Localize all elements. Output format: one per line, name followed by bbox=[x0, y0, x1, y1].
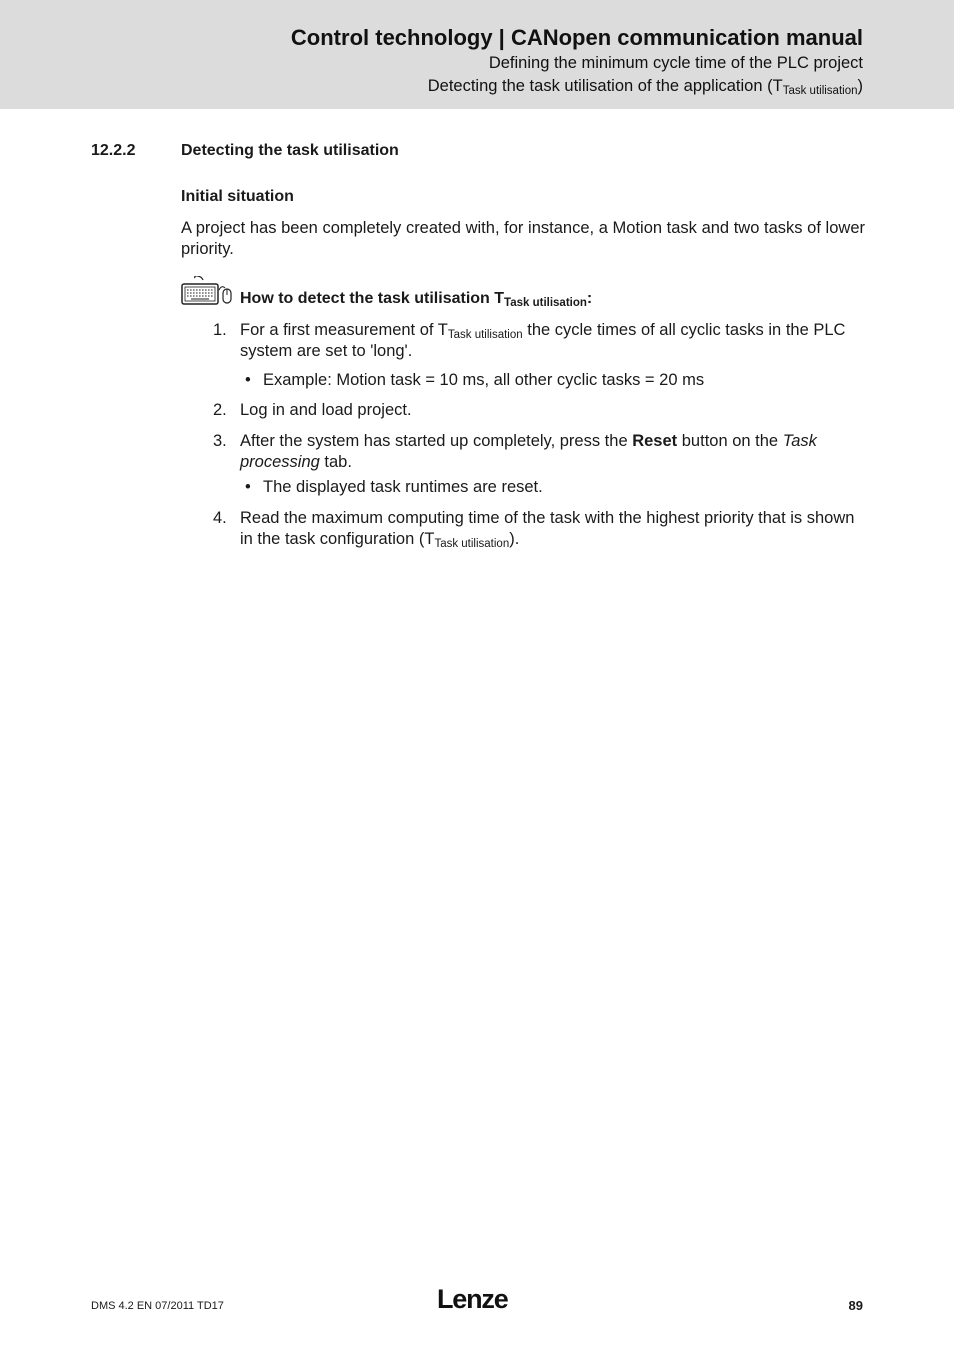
page-number: 89 bbox=[848, 1298, 863, 1313]
bullet-marker: • bbox=[245, 371, 251, 389]
page-header bbox=[0, 0, 954, 109]
tab-name: Task processing bbox=[240, 432, 817, 471]
step-number: 3. bbox=[213, 432, 227, 450]
lenze-logo bbox=[437, 1286, 517, 1314]
chapter-title: Defining the minimum cycle time of the PLC project bbox=[488, 54, 863, 72]
step-number: 1. bbox=[213, 321, 227, 339]
step-text: For a first measurement of $T_{Task utilisation}$ the cycle times of all cyclic tasks in the PLC system are set to 'long'. bbox=[240, 321, 846, 360]
bullet-text: The displayed task runtimes are reset. bbox=[263, 478, 543, 496]
bullet-text: Example: Motion task = 10 ms, all other cyclic tasks = 20 ms bbox=[263, 371, 705, 389]
step-text: Read the maximum computing time of the task with the highest priority that is shown in the task configuration $(T_{Task utilisation})$. bbox=[240, 509, 855, 550]
svg-text:Lenze: Lenze bbox=[437, 1286, 508, 1314]
reset-button-label: Reset bbox=[632, 432, 678, 450]
step-number: 2. bbox=[213, 401, 227, 419]
step-text: After the system has started up completely, press the Reset button on the Task processing tab. bbox=[240, 432, 817, 471]
section-breadcrumb: Detecting the task utilisation of the application $(T_{Task utilisation})$ bbox=[427, 77, 863, 97]
step-text: Log in and load project. bbox=[240, 401, 412, 419]
manual-title: Control technology | CANopen communication manual bbox=[290, 25, 863, 50]
how-to-heading: How to detect the task utilisation $T_{Task utilisation}$: bbox=[240, 290, 593, 309]
bullet-marker: • bbox=[245, 478, 251, 496]
step-number: 4. bbox=[213, 509, 227, 527]
initial-situation-text: A project has been completely created with, for instance, a Motion task and two tasks of lower priority. bbox=[181, 219, 865, 258]
section-number: 12.2.2 bbox=[91, 142, 136, 159]
document-id: DMS 4.2 EN 07/2011 TD17 bbox=[91, 1300, 224, 1312]
initial-situation-heading: Initial situation bbox=[181, 188, 294, 205]
keyboard-mouse-icon bbox=[181, 276, 233, 308]
section-title: Detecting the task utilisation bbox=[181, 142, 399, 159]
